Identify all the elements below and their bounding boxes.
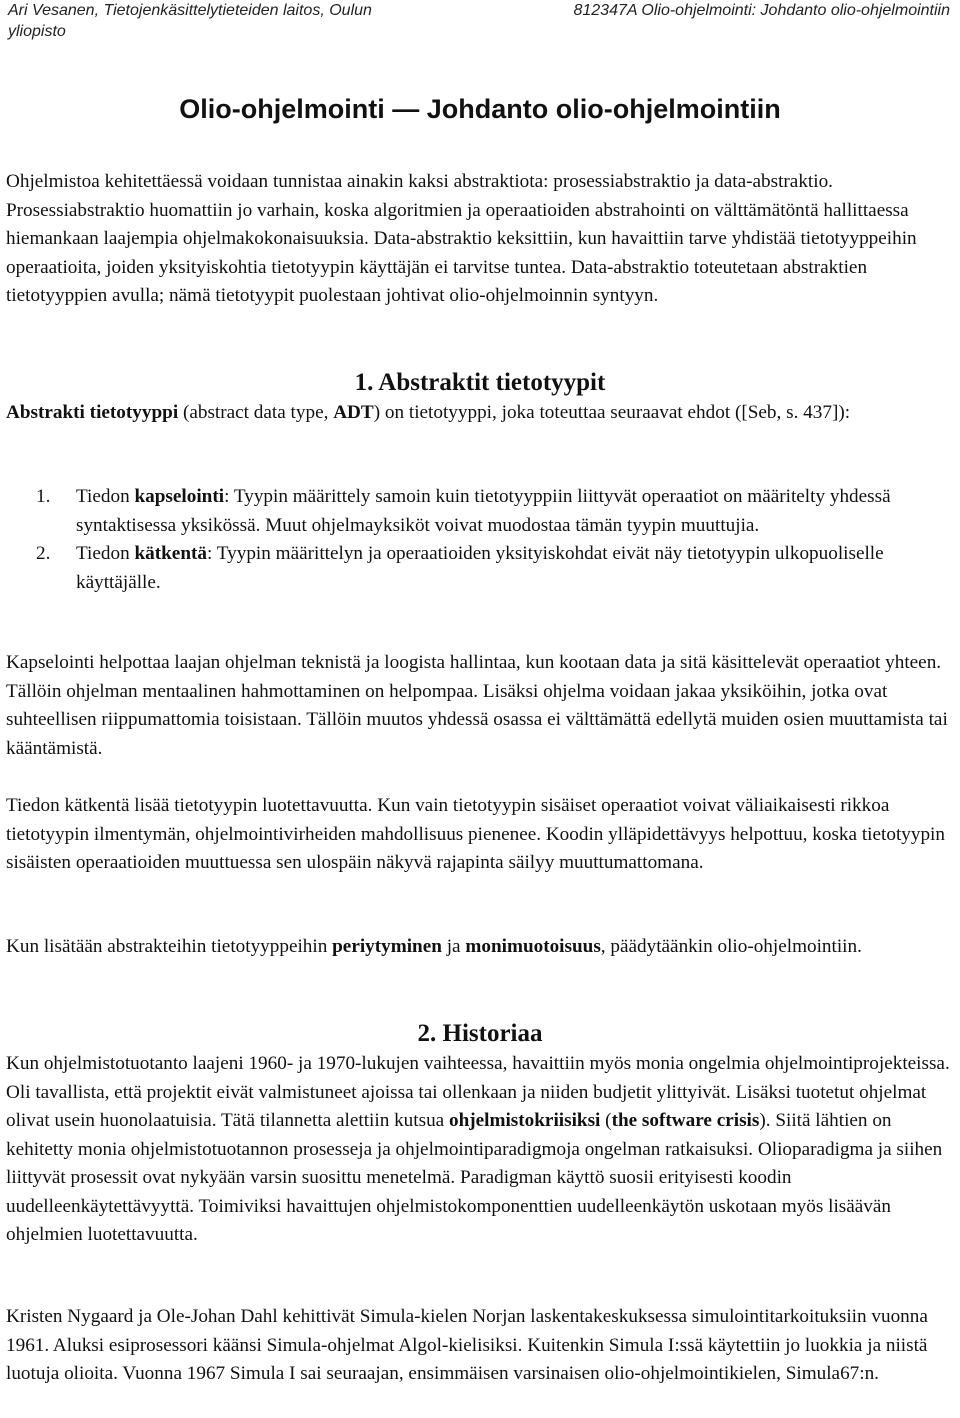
intro-paragraph: Ohjelmistoa kehitettäessä voidaan tunnistaa ainakin kaksi abstraktiota: prosessiabstraktio ja data-abstraktio. Prosessiabstraktio huomattiin jo varhain, koska algoritmien ja operaatioiden abstrahointi on välttämätöntä hallittaessa hiemankaan laajempia ohjelmakokonaisuuksia. Data-abstraktio keksittiin, kun havaittiin tarve yhdistää tietotyyppeihin operaatioita, joiden yksityiskohtia tietotyypin käyttäjän ei tarvitse tuntea. Data-abstraktio toteutetaan abstraktien tietotyyppien avulla; nämä tietotyypit puolestaan johtivat olio-ohjelmoinnin syntyyn. <box>6 171 917 306</box>
software-crisis-fi-term: ohjelmistokriisiksi <box>448 1110 601 1131</box>
adt-definition-paragraph: Abstrakti tietotyyppi (abstract data type, ADT) on tietotyyppi, joka toteuttaa seuraavat ehdot ([Seb, s. 437]): <box>6 402 851 423</box>
encapsulation-paragraph: Kapselointi helpottaa laajan ohjelman teknistä ja loogista hallintaa, kun kootaan data ja sitä käsittelevät operaatiot yhteen. Tällöin ohjelman mentaalinen hahmottaminen on helpompaa. Lisäksi ohjelma voidaan jakaa yksiköihin, jotka ovat suhteellisen riippumattomia toisistaan. Tällöin muutos yhdessä osassa ei välttämättä edellytä muiden osien muuttamista tai kääntämistä. <box>6 652 948 759</box>
list-item: 2. Tiedon kätkentä: Tyypin määrittelyn ja operaatioiden yksityiskohdat eivät näy tietotyypin ulkopuoliselle käyttäjälle. <box>36 543 884 593</box>
section-2-heading: 2. Historiaa <box>417 1020 543 1047</box>
simula-paragraph: Kristen Nygaard ja Ole-Johan Dahl kehittivät Simula-kielen Norjan laskentakeskuksessa simulointitarkoituksiin vuonna 1961. Aluksi esiprosessori käänsi Simula-ohjelmat Algol-kielisiksi. Kuitenkin Simula I:ssä käytettiin jo luokkia ja niistä luotuja olioita. Vuonna 1967 Simula I sai seuraajan, ensimmäisen varsinaisen olio-ohjelmointikielen, Simula67:n. <box>6 1306 928 1384</box>
software-crisis-en-term: the software crisis <box>611 1110 760 1131</box>
header-author: Ari Vesanen, Tietojenkäsittelytieteiden laitos, Oulun yliopisto <box>8 2 372 40</box>
encapsulation-term: kapselointi <box>134 486 225 507</box>
inheritance-term: periytyminen <box>332 936 442 957</box>
adt-conditions-list <box>6 483 946 597</box>
polymorphism-term: monimuotoisuus <box>465 936 601 957</box>
history-paragraph: Kun ohjelmistotuotanto laajeni 1960- ja 1970-lukujen vaihteessa, havaittiin myös monia ongelmia ohjelmointiprojekteissa. Oli tavallista, että projektit eivät valmistuneet ajoissa tai ollenkaan ja niiden budjetit ylittyivät. Lisäksi tuotetut ohjelmat olivat usein huonolaatuisia. Tätä tilannetta alettiin kutsua ohjelmistokriisiksi (the software crisis). Siitä lähtien on kehitetty monia ohjelmistotuotannon prosesseja ja ohjelmointiparadigmoja ongelman ratkaisuksi. Olioparadigma ja siihen liittyvät prosessit ovat nykyään varsin suosittu menetelmä. Paradigman käyttö suosii erityisesti koodin uudelleenkäytettävyyttä. Toimiviksi havaittujen ohjelmistokomponenttien uudelleenkäytön uskotaan myös lisäävän ohjelmien luotettavuutta. <box>6 1053 950 1245</box>
header-course: 812347A Olio-ohjelmointi: Johdanto olio-ohjelmointiin <box>573 2 950 19</box>
section-1-heading: 1. Abstraktit tietotyypit <box>354 369 606 396</box>
document-title: Olio-ohjelmointi — Johdanto olio-ohjelmointiin <box>179 94 781 124</box>
information-hiding-term: kätkentä <box>134 543 207 564</box>
adt-term: Abstrakti tietotyyppi <box>6 402 179 423</box>
inheritance-paragraph: Kun lisätään abstrakteihin tietotyyppeihin periytyminen ja monimuotoisuus, päädytäänkin olio-ohjelmointiin. <box>6 936 862 957</box>
list-item: 1. Tiedon kapselointi: Tyypin määrittely samoin kuin tietotyyppiin liittyvät operaatiot on määritelty yhdessä syntaktisessa yksikössä. Muut ohjelmayksiköt voivat muodostaa tämän tyypin muuttujia. <box>36 486 891 536</box>
adt-abbrev: ADT <box>333 402 374 423</box>
information-hiding-paragraph: Tiedon kätkentä lisää tietotyypin luotettavuutta. Kun vain tietotyypin sisäiset operaatiot voivat väliaikaisesti rikkoa tietotyypin ilmentymän, ohjelmointivirheiden mahdollisuus pienenee. Koodin ylläpidettävyys helpottuu, koska tietotyypin sisäisten operaatioiden muuttuessa sen ulospäin näkyvä rajapinta säilyy muuttumattomana. <box>6 795 945 873</box>
